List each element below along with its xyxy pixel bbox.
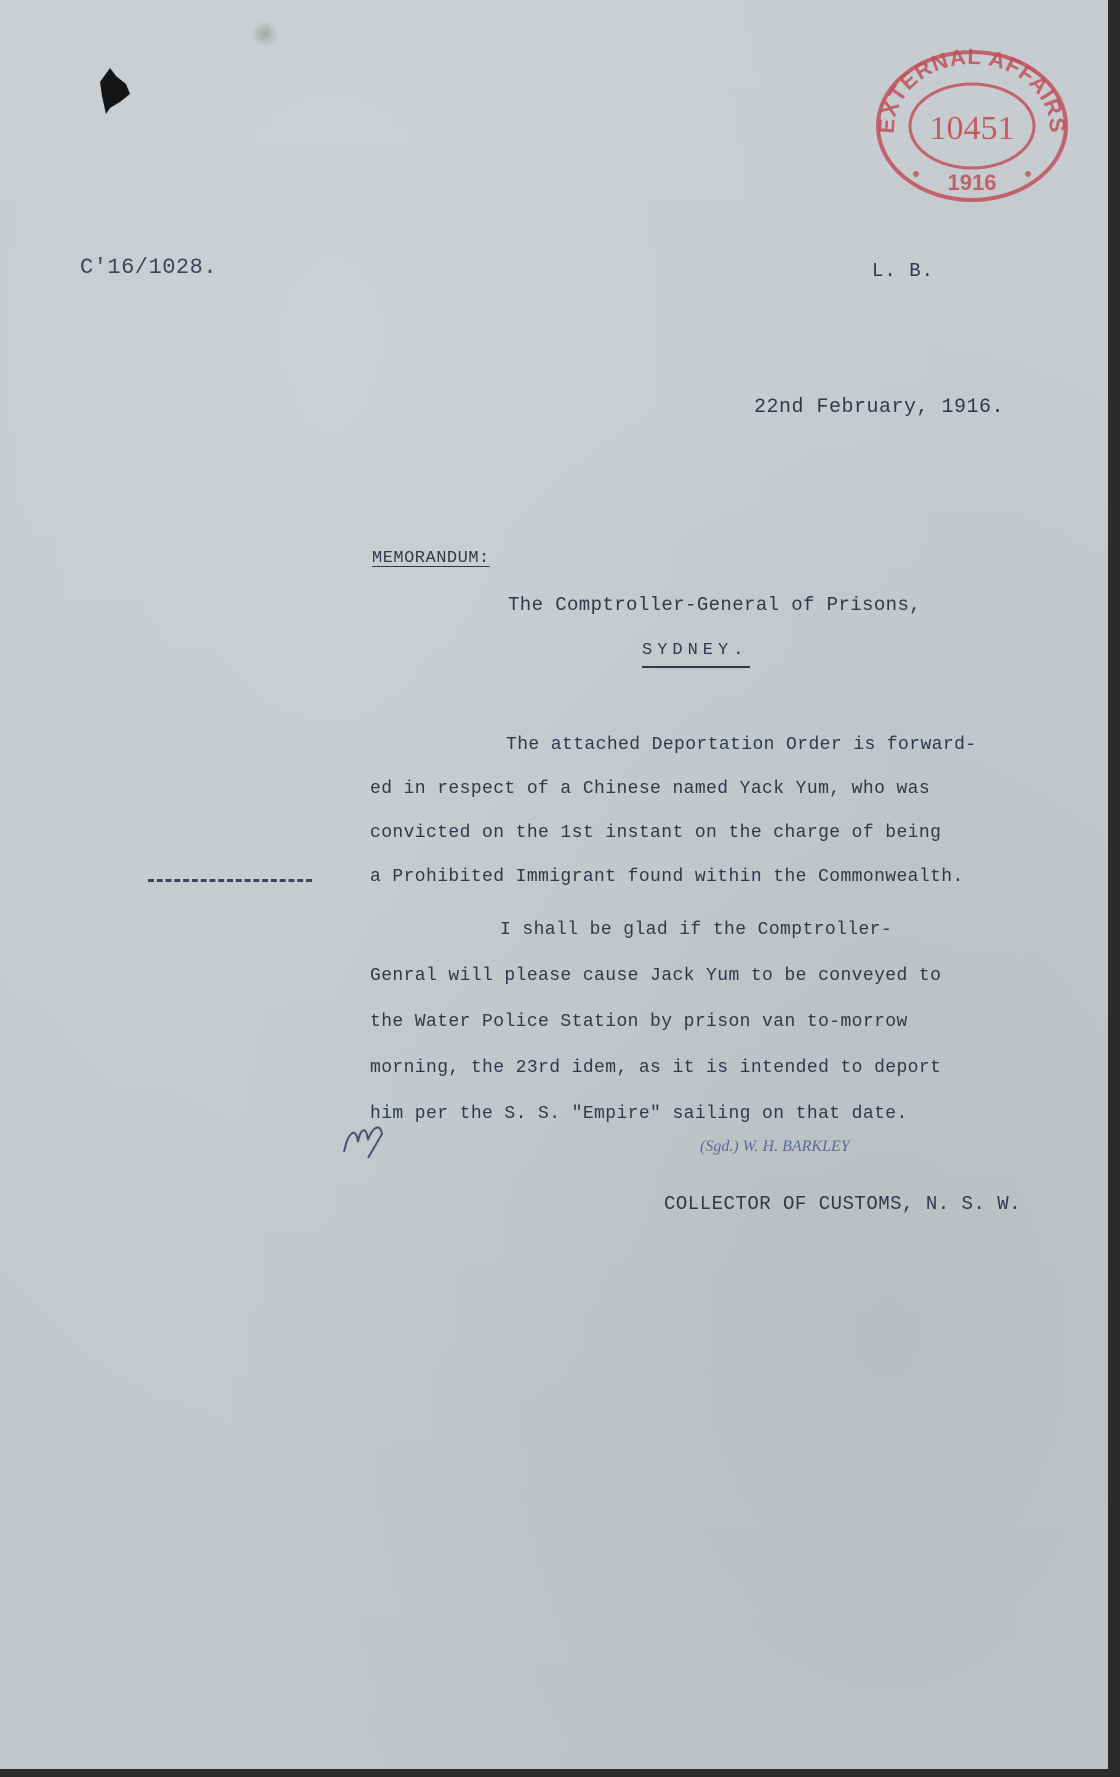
- paragraph-1-line: ed in respect of a Chinese named Yack Yum, who was: [370, 779, 931, 799]
- paragraph-2: [370, 920, 1090, 1150]
- paragraph-2-line: him per the S. S. "Empire" sailing on that date.: [370, 1104, 908, 1124]
- document-date: 22nd February, 1916.: [754, 396, 1005, 419]
- paper-smudge: [250, 22, 280, 46]
- addressee-city: SYDNEY.: [642, 641, 750, 668]
- memorandum-heading: MEMORANDUM:: [372, 549, 490, 568]
- stamp-year: 1916: [947, 170, 997, 195]
- margin-dash-line: [148, 879, 312, 882]
- addressee: The Comptroller-General of Prisons,: [508, 594, 922, 616]
- external-affairs-stamp: [872, 44, 1072, 204]
- paragraph-1: [370, 735, 1090, 911]
- stamp-top-text: EXTERNAL AFFAIRS: [873, 44, 1071, 135]
- paragraph-2-line: the Water Police Station by prison van to-morrow: [370, 1012, 908, 1032]
- paragraph-1-line: a Prohibited Immigrant found within the Commonwealth.: [370, 867, 964, 887]
- paragraph-2-line: morning, the 23rd idem, as it is intended to deport: [370, 1058, 942, 1078]
- paragraph-2-line: I shall be glad if the Comptroller-: [500, 920, 893, 940]
- signature-stamp: (Sgd.) W. H. BARKLEY: [700, 1138, 850, 1155]
- paragraph-2-line: Genral will please cause Jack Yum to be conveyed to: [370, 966, 942, 986]
- stamp-number: 10451: [929, 110, 1015, 147]
- punched-hole-icon: [96, 66, 136, 116]
- handwritten-initial-icon: [338, 1112, 398, 1162]
- paragraph-1-line: The attached Deportation Order is forward-: [506, 735, 977, 755]
- typist-initials: L. B.: [872, 260, 935, 282]
- paragraph-1-line: convicted on the 1st instant on the charge of being: [370, 823, 942, 843]
- file-reference: C'16/1028.: [80, 255, 218, 280]
- signatory-title: COLLECTOR OF CUSTOMS, N. S. W.: [664, 1193, 1022, 1215]
